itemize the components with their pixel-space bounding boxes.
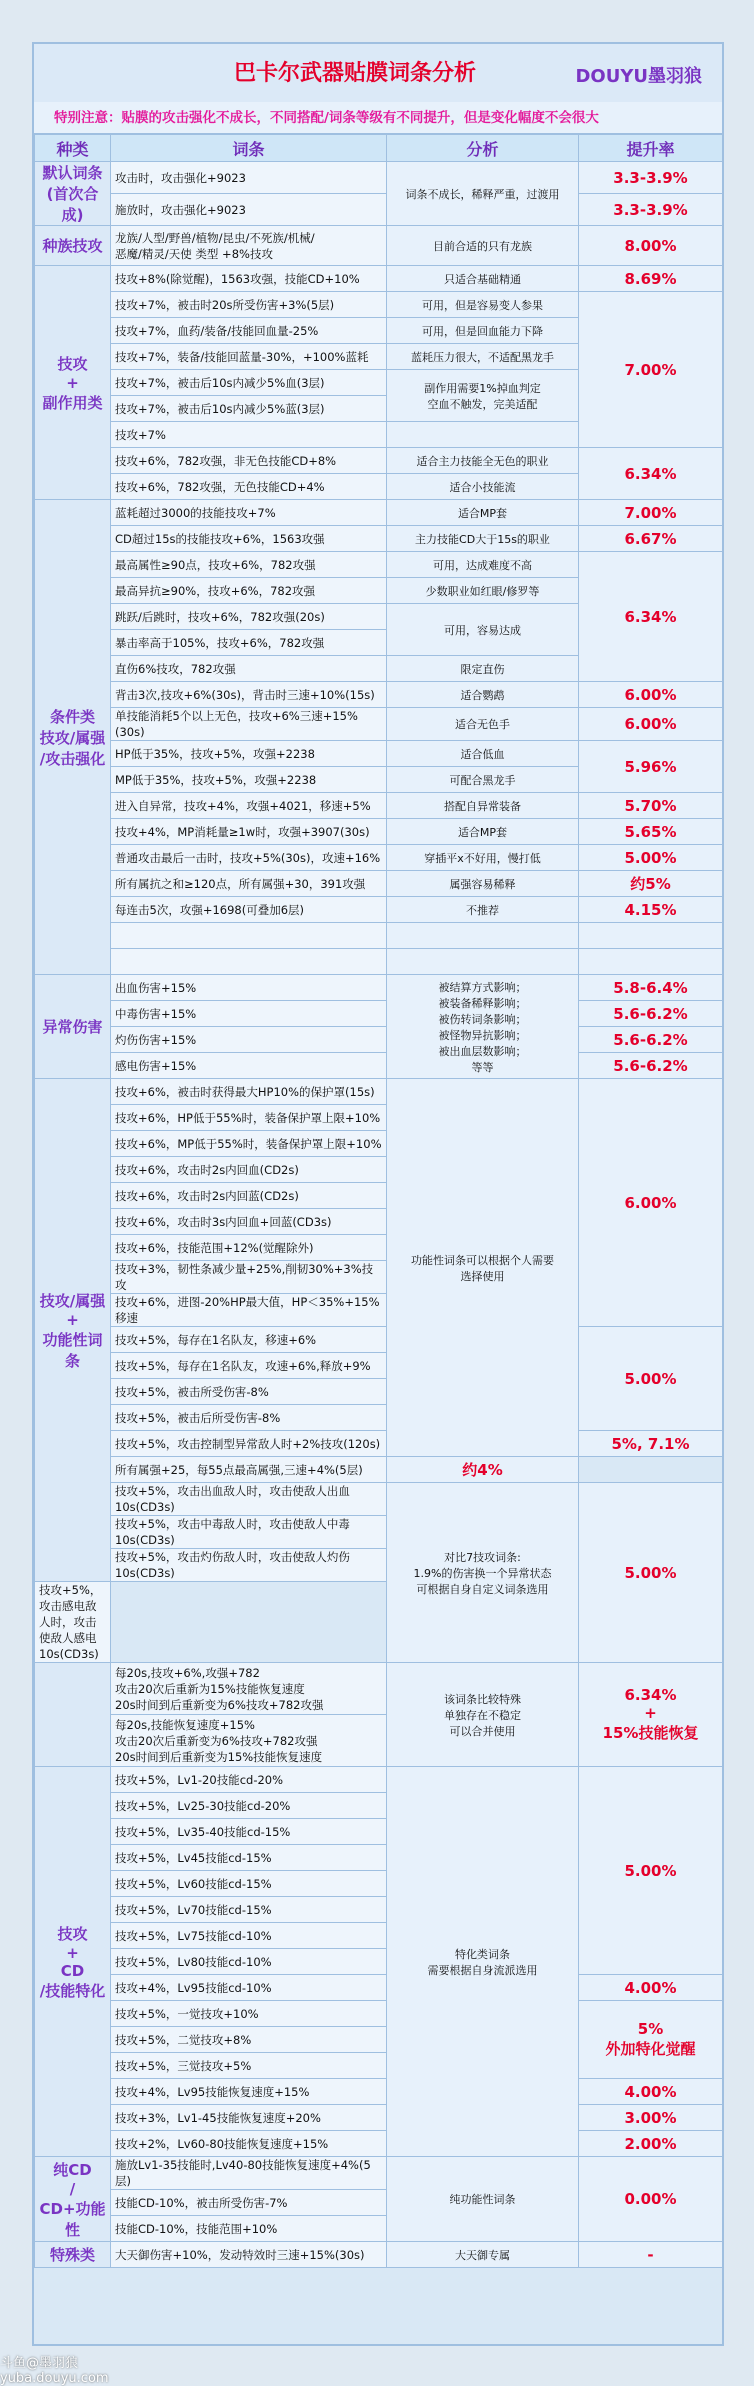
table-body: [35, 162, 723, 2268]
analysis-cell: 该词条比较特殊 单独存在不稳定 可以合并使用: [387, 1663, 579, 1767]
entry-cell: 技攻+7%，被击时20s所受伤害+3%(5层): [111, 292, 387, 318]
analysis-cell: 纯功能性词条: [387, 2157, 579, 2242]
rate-cell: 约4%: [387, 1457, 579, 1483]
rate-cell: 约5%: [579, 871, 723, 897]
entry-cell: 施放Lv1-35技能时,Lv40-80技能恢复速度+4%(5层): [111, 2157, 387, 2190]
table-row: [35, 741, 723, 767]
table-row: [35, 1001, 723, 1027]
analysis-cell: 适合鹦鹉: [387, 682, 579, 708]
table-row: [35, 1079, 723, 1105]
entry-cell: 技攻+5%，Lv45技能cd-15%: [111, 1845, 387, 1871]
entry-cell: 技攻+2%，Lv60-80技能恢复速度+15%: [111, 2131, 387, 2157]
entry-cell: 所有属抗之和≥120点，所有属强+30，391攻强: [111, 871, 387, 897]
entry-cell: 普通攻击最后一击时，技攻+5%(30s)，攻速+16%: [111, 845, 387, 871]
entry-cell: 技攻+6%，进图-20%HP最大值，HP＜35%+15%移速: [111, 1294, 387, 1327]
rate-cell: 5.00%: [579, 845, 723, 871]
table-row: [35, 1483, 723, 1516]
rate-cell: [579, 949, 723, 975]
entry-cell: 出血伤害+15%: [111, 975, 387, 1001]
rate-cell: 8.00%: [579, 226, 723, 266]
rate-cell: 5%, 7.1%: [579, 1431, 723, 1457]
affix-table: [34, 134, 723, 2268]
category-cell: 纯CD / CD+功能性: [35, 2157, 111, 2242]
table-row: [35, 1767, 723, 1793]
entry-cell: 技攻+5%，攻击中毒敌人时，攻击使敌人中毒10s(CD3s): [111, 1516, 387, 1549]
table-row: [35, 2242, 723, 2268]
table-row: [35, 682, 723, 708]
entry-cell: 蓝耗超过3000的技能技攻+7%: [111, 500, 387, 526]
analysis-cell: 适合主力技能全无色的职业: [387, 448, 579, 474]
rate-cell: 5.96%: [579, 741, 723, 793]
analysis-cell: 副作用需要1%掉血判定 空血不触发，完美适配: [387, 370, 579, 422]
rate-cell: 7.00%: [579, 292, 723, 448]
entry-cell: 技攻+6%，782攻强，非无色技能CD+8%: [111, 448, 387, 474]
entry-cell: 技攻+5%，攻击出血敌人时，攻击使敌人出血10s(CD3s): [111, 1483, 387, 1516]
table-row: [35, 448, 723, 474]
analysis-cell: 穿插平x不好用，慢打低: [387, 845, 579, 871]
entry-cell: 单技能消耗5个以上无色，技攻+6%三速+15%(30s): [111, 708, 387, 741]
entry-cell: 直伤6%技攻，782攻强: [111, 656, 387, 682]
analysis-cell: 搭配自异常装备: [387, 793, 579, 819]
table-row: [35, 226, 723, 266]
entry-cell: 每20s,技能恢复速度+15% 攻击20次后重新变为6%技攻+782攻强 20s时间到后重新变为15%技能恢复速度: [111, 1715, 387, 1767]
analysis-cell: 可用，但是容易变人参果: [387, 292, 579, 318]
rate-cell: 5.6-6.2%: [579, 1053, 723, 1079]
analysis-cell: 被结算方式影响； 被装备稀释影响； 被伤转词条影响； 被怪物异抗影响； 被出血层数影响； 等等: [387, 975, 579, 1079]
entry-cell: 技攻+5%，三觉技攻+5%: [111, 2053, 387, 2079]
table-row: [35, 266, 723, 292]
entry-cell: 技攻+5%，攻击控制型异常敌人时+2%技攻(120s): [111, 1431, 387, 1457]
analysis-cell: 适合MP套: [387, 500, 579, 526]
rate-cell: 6.00%: [579, 1079, 723, 1327]
entry-cell: MP低于35%，技攻+5%，攻强+2238: [111, 767, 387, 793]
rate-cell: -: [579, 2242, 723, 2268]
rate-cell: [579, 923, 723, 949]
entry-cell: 技攻+5%，每存在1名队友，移速+6%: [111, 1327, 387, 1353]
page-title: 巴卡尔武器贴膜词条分析: [234, 61, 477, 86]
entry-cell: 技能CD-10%，被击所受伤害-7%: [111, 2190, 387, 2216]
rate-cell: 7.00%: [579, 500, 723, 526]
rate-cell: 5.8-6.4%: [579, 975, 723, 1001]
entry-cell: 每20s,技攻+6%,攻强+782 攻击20次后重新为15%技能恢复速度 20s时间到后重新变为6%技攻+782攻强: [111, 1663, 387, 1715]
rate-cell: 6.34%: [579, 448, 723, 500]
entry-cell: [111, 923, 387, 949]
analysis-cell: 特化类词条 需要根据自身流派选用: [387, 1767, 579, 2157]
rate-cell: 4.15%: [579, 897, 723, 923]
rate-cell: 4.00%: [579, 1975, 723, 2001]
header-analysis: 分析: [387, 135, 579, 162]
table-row: [35, 500, 723, 526]
header-entry: 词条: [111, 135, 387, 162]
header-category: 种类: [35, 135, 111, 162]
entry-cell: 技攻+5%，Lv25-30技能cd-20%: [111, 1793, 387, 1819]
entry-cell: CD超过15s的技能技攻+6%，1563攻强: [111, 526, 387, 552]
entry-cell: 技攻+5%，Lv80技能cd-10%: [111, 1949, 387, 1975]
rate-cell: 6.67%: [579, 526, 723, 552]
entry-cell: 跳跃/后跳时，技攻+6%，782攻强(20s): [111, 604, 387, 630]
rate-cell: 5.6-6.2%: [579, 1001, 723, 1027]
rate-cell: 5.70%: [579, 793, 723, 819]
table-row: [35, 819, 723, 845]
analysis-cell: 适合无色手: [387, 708, 579, 741]
category-cell: 技攻 + 副作用类: [35, 266, 111, 500]
rate-cell: 5.00%: [579, 1767, 723, 1975]
analysis-cell: 功能性词条可以根据个人需要 选择使用: [387, 1079, 579, 1457]
entry-cell: 技攻+5%，被击后所受伤害-8%: [111, 1405, 387, 1431]
analysis-cell: 属强容易稀释: [387, 871, 579, 897]
entry-cell: 技攻+7%，装备/技能回蓝量-30%，+100%蓝耗: [111, 344, 387, 370]
entry-cell: 攻击时，攻击强化+9023: [111, 162, 387, 194]
analysis-cell: 词条不成长，稀释严重，过渡用: [387, 162, 579, 226]
category-cell: [35, 1663, 111, 1767]
analysis-cell: 可用，达成难度不高: [387, 552, 579, 578]
entry-cell: 技攻+5%，Lv1-20技能cd-20%: [111, 1767, 387, 1793]
entry-cell: 技能CD-10%，技能范围+10%: [111, 2216, 387, 2242]
entry-cell: 技攻+7%，被击后10s内减少5%血(3层): [111, 370, 387, 396]
entry-cell: 中毒伤害+15%: [111, 1001, 387, 1027]
entry-cell: 技攻+6%，技能范围+12%(觉醒除外): [111, 1235, 387, 1261]
entry-cell: 技攻+7%，被击后10s内减少5%蓝(3层): [111, 396, 387, 422]
entry-cell: 技攻+5%，攻击灼伤敌人时，攻击使敌人灼伤10s(CD3s): [111, 1549, 387, 1582]
table-header-row: [35, 135, 723, 162]
entry-cell: 技攻+3%，Lv1-45技能恢复速度+20%: [111, 2105, 387, 2131]
entry-cell: 技攻+5%，Lv35-40技能cd-15%: [111, 1819, 387, 1845]
rate-cell: 0.00%: [579, 2157, 723, 2242]
rate-cell: 3.3-3.9%: [579, 162, 723, 194]
rate-cell: 5.00%: [579, 1327, 723, 1431]
table-row: [35, 1975, 723, 2001]
notice-banner: 特别注意：贴膜的攻击强化不成长，不同搭配/词条等级有不同提升，但是变化幅度不会很大: [34, 102, 722, 134]
table-row: [35, 2001, 723, 2027]
entry-cell: 技攻+4%，MP消耗量≥1w时，攻强+3907(30s): [111, 819, 387, 845]
entry-cell: 技攻+7%，血药/装备/技能回血量-25%: [111, 318, 387, 344]
table-row: [35, 2079, 723, 2105]
rate-cell: 6.00%: [579, 682, 723, 708]
entry-cell: 技攻+3%，韧性条减少量+25%,削韧30%+3%技攻: [111, 1261, 387, 1294]
entry-cell: 最高异抗≥90%，技攻+6%，782攻强: [111, 578, 387, 604]
analysis-cell: 主力技能CD大于15s的职业: [387, 526, 579, 552]
entry-cell: 暴击率高于105%，技攻+6%，782攻强: [111, 630, 387, 656]
category-cell: 条件类 技攻/属强 /攻击强化: [35, 500, 111, 975]
table-row: [35, 162, 723, 194]
analysis-cell: 适合MP套: [387, 819, 579, 845]
entry-cell: 灼伤伤害+15%: [111, 1027, 387, 1053]
table-row: [35, 1327, 723, 1353]
table-row: [35, 923, 723, 949]
title-bar: [34, 44, 722, 103]
category-cell: 特殊类: [35, 2242, 111, 2268]
rate-cell: 8.69%: [579, 266, 723, 292]
entry-cell: 所有属强+25，每55点最高属强,三速+4%(5层): [111, 1457, 387, 1483]
table-row: [35, 2131, 723, 2157]
analysis-cell: 可用，容易达成: [387, 604, 579, 656]
category-cell: 种族技攻: [35, 226, 111, 266]
table-row: [35, 793, 723, 819]
entry-cell: 技攻+7%: [111, 422, 387, 448]
analysis-cell: 大天御专属: [387, 2242, 579, 2268]
analysis-cell: 少数职业如红眼/修罗等: [387, 578, 579, 604]
analysis-cell: 适合小技能流: [387, 474, 579, 500]
watermark-footer: [0, 2352, 109, 2386]
entry-cell: 感电伤害+15%: [111, 1053, 387, 1079]
footer-site: yuba.douyu.com: [0, 2371, 109, 2386]
rate-cell: 6.00%: [579, 708, 723, 741]
entry-cell: 技攻+6%，攻击时2s内回血(CD2s): [111, 1157, 387, 1183]
table-row: [35, 897, 723, 923]
category-cell: 异常伤害: [35, 975, 111, 1079]
entry-cell: 技攻+4%，Lv95技能cd-10%: [111, 1975, 387, 2001]
analysis-cell: 对比7技攻词条: 1.9%的伤害换一个异常状态 可根据自身自定义词条选用: [387, 1483, 579, 1663]
entry-cell: 施放时，攻击强化+9023: [111, 194, 387, 226]
analysis-cell: [387, 422, 579, 448]
entry-cell: 技攻+6%，攻击时3s内回血+回蓝(CD3s): [111, 1209, 387, 1235]
analysis-cell: 限定直伤: [387, 656, 579, 682]
footer-author: 斗鱼@墨羽狼: [0, 2356, 79, 2371]
table-row: [35, 1663, 723, 1715]
rate-cell: 3.3-3.9%: [579, 194, 723, 226]
analysis-cell: [387, 949, 579, 975]
analysis-cell: 只适合基础精通: [387, 266, 579, 292]
entry-cell: 技攻+8%(除觉醒)，1563攻强，技能CD+10%: [111, 266, 387, 292]
entry-cell: 技攻+4%，Lv95技能恢复速度+15%: [111, 2079, 387, 2105]
table-row: [35, 708, 723, 741]
entry-cell: 技攻+6%，攻击时2s内回蓝(CD2s): [111, 1183, 387, 1209]
table-row: [35, 975, 723, 1001]
entry-cell: 技攻+5%，被击所受伤害-8%: [111, 1379, 387, 1405]
document-frame: [32, 42, 724, 2346]
entry-cell: 进入自异常，技攻+4%，攻强+4021，移速+5%: [111, 793, 387, 819]
entry-cell: 技攻+6%，被击时获得最大HP10%的保护罩(15s): [111, 1079, 387, 1105]
entry-cell: 技攻+5%，Lv70技能cd-15%: [111, 1897, 387, 1923]
entry-cell: 技攻+6%，HP低于55%时，装备保护罩上限+10%: [111, 1105, 387, 1131]
analysis-cell: 蓝耗压力很大，不适配黑龙手: [387, 344, 579, 370]
rate-cell: 5% 外加特化觉醒: [579, 2001, 723, 2079]
table-row: [35, 1053, 723, 1079]
entry-cell: 大天御伤害+10%，发动特效时三速+15%(30s): [111, 2242, 387, 2268]
table-row: [35, 194, 723, 226]
analysis-cell: [387, 923, 579, 949]
entry-cell: 技攻+5%，攻击感电敌人时，攻击使敌人感电10s(CD3s): [35, 1582, 111, 1663]
rate-cell: 4.00%: [579, 2079, 723, 2105]
rate-cell: 2.00%: [579, 2131, 723, 2157]
table-row: [35, 292, 723, 318]
entry-cell: 技攻+6%，MP低于55%时，装备保护罩上限+10%: [111, 1131, 387, 1157]
analysis-cell: 适合低血: [387, 741, 579, 767]
entry-cell: 技攻+5%，Lv75技能cd-10%: [111, 1923, 387, 1949]
table-row: [35, 2105, 723, 2131]
table-row: [35, 1027, 723, 1053]
entry-cell: 最高属性≥90点，技攻+6%，782攻强: [111, 552, 387, 578]
brand-label: DOUYU墨羽狼: [575, 66, 702, 87]
analysis-cell: 不推荐: [387, 897, 579, 923]
table-row: [35, 871, 723, 897]
entry-cell: 龙族/人型/野兽/植物/昆虫/不死族/机械/ 恶魔/精灵/天使 类型 +8%技攻: [111, 226, 387, 266]
table-row: [35, 845, 723, 871]
rate-cell: 5.65%: [579, 819, 723, 845]
entry-cell: 背击3次,技攻+6%(30s)，背击时三速+10%(15s): [111, 682, 387, 708]
rate-cell: 3.00%: [579, 2105, 723, 2131]
table-row: [35, 1431, 723, 1457]
table-row: [35, 2157, 723, 2190]
entry-cell: 技攻+6%，782攻强，无色技能CD+4%: [111, 474, 387, 500]
rate-cell: 6.34% + 15%技能恢复: [579, 1663, 723, 1767]
analysis-cell: 目前合适的只有龙族: [387, 226, 579, 266]
entry-cell: HP低于35%，技攻+5%，攻强+2238: [111, 741, 387, 767]
analysis-cell: 可配合黑龙手: [387, 767, 579, 793]
category-cell: 默认词条 (首次合成): [35, 162, 111, 226]
rate-cell: 6.34%: [579, 552, 723, 682]
entry-cell: 技攻+5%，一觉技攻+10%: [111, 2001, 387, 2027]
table-row: [35, 552, 723, 578]
category-cell: 技攻 + CD /技能特化: [35, 1767, 111, 2157]
entry-cell: 技攻+5%，Lv60技能cd-15%: [111, 1871, 387, 1897]
table-row: [35, 949, 723, 975]
entry-cell: 技攻+5%，每存在1名队友，攻速+6%,释放+9%: [111, 1353, 387, 1379]
table-row: [35, 526, 723, 552]
entry-cell: [111, 949, 387, 975]
rate-cell: 5.00%: [579, 1483, 723, 1663]
header-rate: 提升率: [579, 135, 723, 162]
rate-cell: 5.6-6.2%: [579, 1027, 723, 1053]
entry-cell: 每连击5次，攻强+1698(可叠加6层): [111, 897, 387, 923]
entry-cell: 技攻+5%，二觉技攻+8%: [111, 2027, 387, 2053]
analysis-cell: 可用，但是回血能力下降: [387, 318, 579, 344]
category-cell: 技攻/属强 + 功能性词条: [35, 1079, 111, 1582]
table-row: [35, 1457, 723, 1483]
